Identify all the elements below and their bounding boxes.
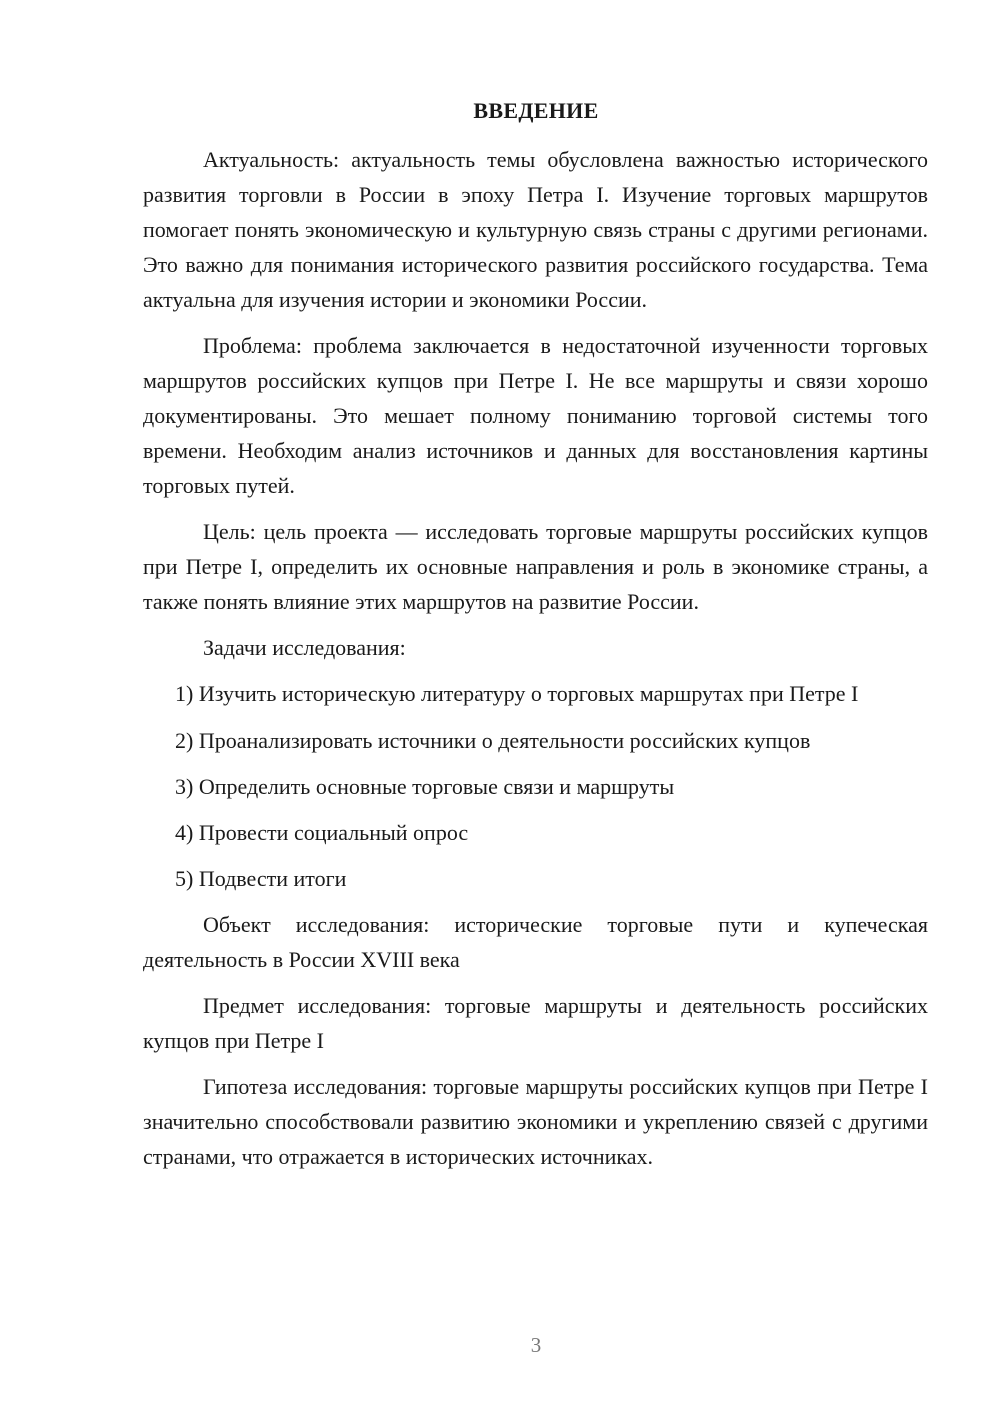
task-item-5: 5) Подвести итоги: [175, 866, 347, 891]
document-body: [143, 142, 928, 1185]
paragraph-object: Объект исследования: исторические торговые пути и купеческая деятельность в России XVIII века: [143, 912, 928, 972]
paragraph-goal: Цель: цель проекта — исследовать торговые маршруты российских купцов при Петре I, определить их основные направления и роль в экономике страны, а также понять влияние этих маршрутов на развитие России.: [143, 519, 928, 614]
task-item-3: 3) Определить основные торговые связи и маршруты: [175, 774, 675, 799]
paragraph-hypothesis: Гипотеза исследования: торговые маршруты российских купцов при Петре I значительно способствовали развитию экономики и укреплению связей с другими странами, что отражается в исторических источниках.: [143, 1074, 928, 1169]
tasks-title: Задачи исследования:: [203, 635, 406, 660]
page-title: ВВЕДЕНИЕ: [473, 98, 599, 123]
task-item-2: 2) Проанализировать источники о деятельности российских купцов: [175, 728, 811, 753]
task-item-1: 1) Изучить историческую литературу о торговых маршрутах при Петре I: [175, 681, 859, 706]
paragraph-relevance: Актуальность: актуальность темы обусловлена важностью исторического развития торговли в России в эпоху Петра I. Изучение торговых маршрутов помогает понять экономическую и культурную связь страны с другими регионами. Это важно для понимания исторического развития российского государства. Тема актуальна для изучения истории и экономики России.: [143, 147, 928, 312]
paragraph-subject: Предмет исследования: торговые маршруты и деятельность российских купцов при Петре I: [143, 993, 928, 1053]
paragraph-problem: Проблема: проблема заключается в недостаточной изученности торговых маршрутов российских купцов при Петре I. Не все маршруты и связи хорошо документированы. Это мешает полному пониманию торговой системы того времени. Необходим анализ источников и данных для восстановления картины торговых путей.: [143, 333, 928, 498]
task-item-4: 4) Провести социальный опрос: [175, 820, 469, 845]
page-number: 3: [530, 1333, 542, 1357]
